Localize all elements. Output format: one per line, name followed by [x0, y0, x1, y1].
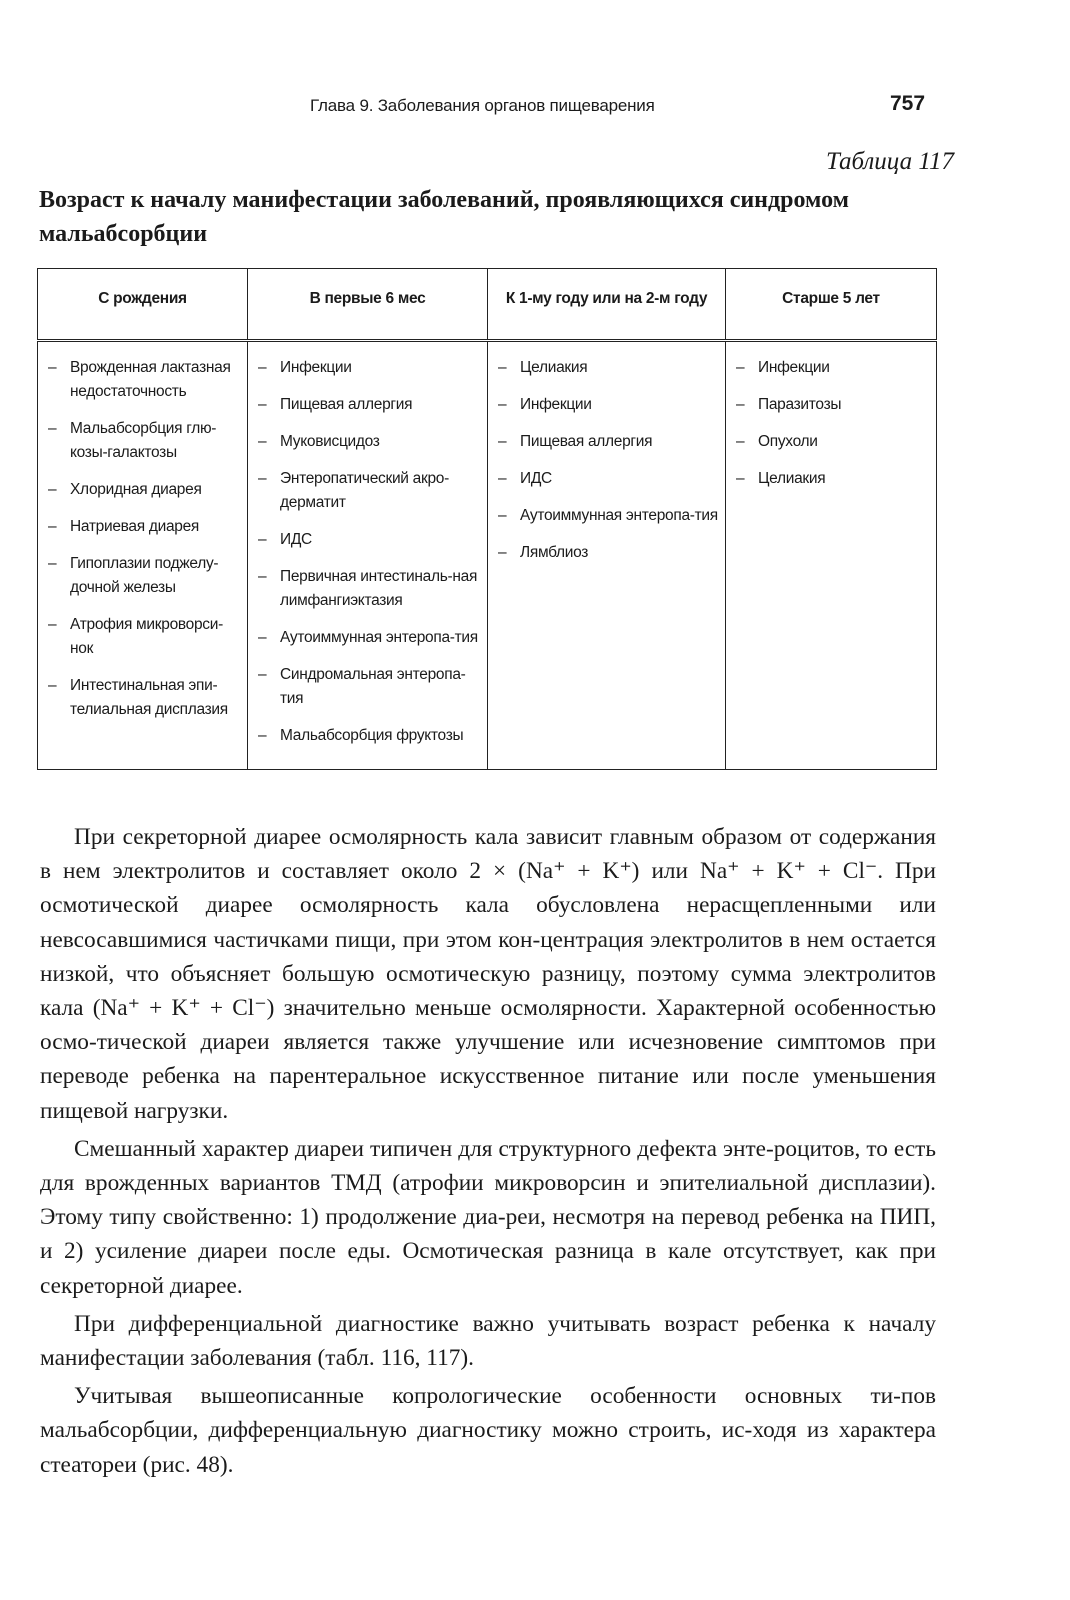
list-item	[44, 356, 241, 404]
dash-bullet: –	[258, 727, 267, 744]
list-item-text: Синдромальная энтеропа-тия	[280, 666, 466, 707]
paragraph: При дифференциальной диагностике важно учитывать возраст ребенка к началу манифестации заболевания (табл. 116, 117).	[40, 1310, 936, 1372]
list-item	[44, 417, 241, 465]
column-list-first-6-months	[248, 341, 488, 770]
list-item-text: Хлоридная диарея	[70, 481, 202, 498]
list-item	[494, 430, 719, 454]
list-item-text: Аутоиммунная энтеропа-тия	[280, 629, 478, 646]
dash-bullet: –	[258, 666, 267, 683]
list-item-text: Опухоли	[758, 433, 818, 450]
list-item	[494, 467, 719, 491]
dash-bullet: –	[258, 531, 267, 548]
dash-bullet: –	[258, 568, 267, 585]
list-item	[732, 430, 930, 454]
list-item	[44, 613, 241, 661]
list-item-text: Пищевая аллергия	[280, 396, 413, 413]
table-title: Возраст к началу манифестации заболеваний, проявляющихся синдромом мальабсорбции	[39, 187, 849, 247]
dash-bullet: –	[48, 420, 57, 437]
list-item	[732, 467, 930, 491]
dash-bullet: –	[258, 470, 267, 487]
column-list-over-5-years	[726, 341, 937, 770]
table-label: Таблица 117	[825, 148, 954, 175]
dash-bullet: –	[48, 359, 57, 376]
dash-bullet: –	[48, 518, 57, 535]
list-item-text: Целиакия	[758, 470, 826, 487]
list-item	[494, 393, 719, 417]
body-text	[40, 820, 936, 1482]
list-item	[254, 565, 481, 613]
dash-bullet: –	[736, 470, 745, 487]
list-item	[732, 356, 930, 380]
list-item-text: Первичная интестиналь-ная лимфангиэктазия	[280, 568, 478, 609]
list-item-text: Мальабсорбция глю-козы-галактозы	[70, 420, 217, 461]
list-item-text: Лямблиоз	[520, 544, 589, 561]
dash-bullet: –	[498, 396, 507, 413]
list-item	[44, 478, 241, 502]
list-item-text: Атрофия микроворси-нок	[70, 616, 223, 657]
list-item-text: Инфекции	[520, 396, 592, 413]
list-item	[254, 626, 481, 650]
column-header-first-6-months: В первые 6 мес	[248, 269, 488, 341]
list-item	[44, 515, 241, 539]
column-header-from-birth: С рождения	[38, 269, 248, 341]
list-item-text: Мальабсорбция фруктозы	[280, 727, 464, 744]
column-header-over-5-years: Старше 5 лет	[726, 269, 937, 341]
dash-bullet: –	[498, 433, 507, 450]
list-item-text: Паразитозы	[758, 396, 842, 413]
list-item	[494, 504, 719, 528]
column-list-1-2-years	[488, 341, 726, 770]
list-item	[254, 724, 481, 748]
list-item-text: Энтеропатический акро-дерматит	[280, 470, 449, 511]
list-item-text: Интестинальная эпи-телиальная дисплазия	[70, 677, 228, 718]
dash-bullet: –	[48, 677, 57, 694]
dash-bullet: –	[498, 544, 507, 561]
list-item	[254, 663, 481, 711]
list-item	[494, 356, 719, 380]
dash-bullet: –	[258, 396, 267, 413]
paragraph: Смешанный характер диареи типичен для структурного дефекта энте-роцитов, то есть для врожденных вариантов ТМД (атрофии микроворсин и эпителиальной дисплазии). Этому типу свойственно: 1) продолжение диа-реи, несмотря на перевод ребенка на ПИП, и 2) усиление диареи после еды. Осмотическая разница в кале отсутствует, как при секреторной диарее.	[40, 1135, 936, 1299]
dash-bullet: –	[48, 555, 57, 572]
list-item-text: Инфекции	[280, 359, 352, 376]
list-item	[254, 528, 481, 552]
list-item	[44, 674, 241, 722]
dash-bullet: –	[48, 616, 57, 633]
list-item	[254, 393, 481, 417]
list-item-text: Муковисцидоз	[280, 433, 380, 450]
dash-bullet: –	[498, 359, 507, 376]
list-item-text: Гипоплазии поджелу-дочной железы	[70, 555, 219, 596]
page-number: 757	[890, 92, 926, 115]
list-item-text: Инфекции	[758, 359, 830, 376]
paragraph: Учитывая вышеописанные копрологические особенности основных ти-пов мальабсорбции, дифференциальную диагностику можно строить, ис-ходя из характера стеатореи (рис. 48).	[40, 1383, 936, 1478]
running-head: Глава 9. Заболевания органов пищеварения	[310, 96, 655, 115]
list-item-text: ИДС	[520, 470, 552, 487]
list-item-text: Врожденная лактазная недостаточность	[70, 359, 231, 400]
list-item	[254, 430, 481, 454]
list-item	[254, 467, 481, 515]
dash-bullet: –	[736, 359, 745, 376]
dash-bullet: –	[258, 359, 267, 376]
list-item-text: Целиакия	[520, 359, 588, 376]
dash-bullet: –	[258, 629, 267, 646]
list-item-text: Натриевая диарея	[70, 518, 200, 535]
age-onset-table	[37, 268, 937, 770]
dash-bullet: –	[258, 433, 267, 450]
list-item-text: ИДС	[280, 531, 312, 548]
list-item	[44, 552, 241, 600]
column-list-from-birth	[38, 341, 248, 770]
dash-bullet: –	[498, 507, 507, 524]
paragraph: При секреторной диарее осмолярность кала зависит главным образом от содержания в нем электролитов и составляет около 2 × (Na⁺ + K⁺) или Na⁺ + K⁺ + Cl⁻. При осмотической диарее осмолярность кала обусловлена нерасщепленными или невсосавшимися частичками пищи, при этом кон-центрация электролитов в нем остается низкой, что объясняет большую осмотическую разницу, поэтому сумма электролитов кала (Na⁺ + K⁺ + Cl⁻) значительно меньше осмолярности. Характерной особенностью осмо-тической диареи является также улучшение или исчезновение симптомов при переводе ребенка на парентеральное искусственное питание или после уменьшения пищевой нагрузки.	[40, 824, 936, 1124]
list-item	[254, 356, 481, 380]
list-item	[732, 393, 930, 417]
dash-bullet: –	[498, 470, 507, 487]
dash-bullet: –	[736, 433, 745, 450]
dash-bullet: –	[48, 481, 57, 498]
list-item-text: Аутоиммунная энтеропа-тия	[520, 507, 718, 524]
list-item	[494, 541, 719, 565]
column-header-1-2-years: К 1-му году или на 2-м году	[488, 269, 726, 341]
list-item-text: Пищевая аллергия	[520, 433, 653, 450]
dash-bullet: –	[736, 396, 745, 413]
